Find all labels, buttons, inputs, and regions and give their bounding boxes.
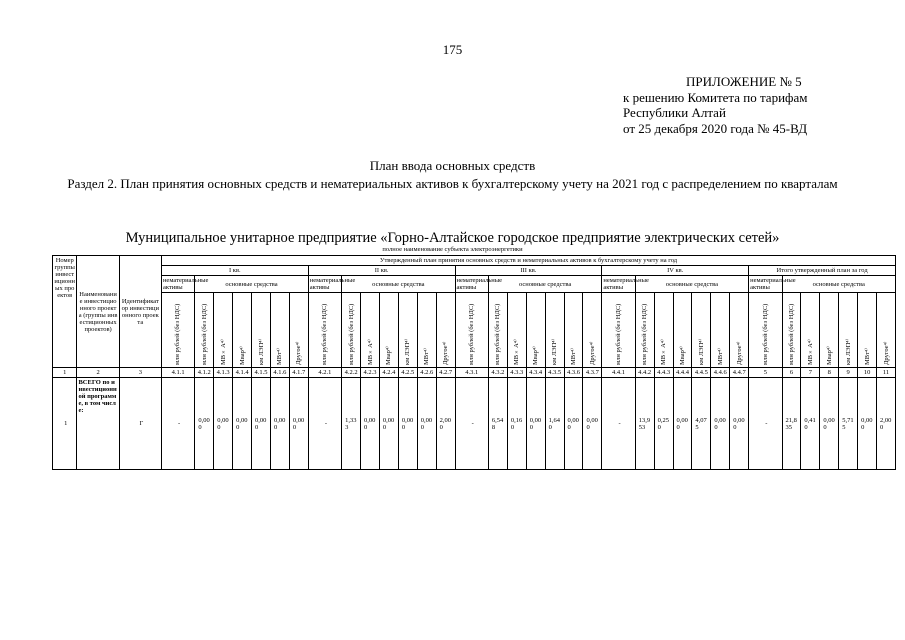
- table-cell: 0,000: [858, 378, 877, 470]
- table-cell: 13,953: [635, 378, 654, 470]
- col-header-total: Итого утвержденный план за год: [749, 266, 896, 276]
- table-cell: 1,640: [545, 378, 564, 470]
- column-number-cell: 4.3.7: [583, 368, 602, 378]
- table-cell: 2,000: [877, 378, 896, 470]
- table-cell: 2,000: [436, 378, 455, 470]
- column-number-cell: 4.3.5: [545, 368, 564, 378]
- col-header-unit: Мвар⁴⁾: [379, 293, 398, 368]
- col-header-q2: II кв.: [308, 266, 455, 276]
- table-cell: 0,000: [673, 378, 692, 470]
- table-cell: 0,000: [820, 378, 839, 470]
- row-name-cell: ВСЕГО по инвестиционной программе, в том числе:: [77, 378, 119, 470]
- col-header-os: основные средства: [488, 276, 601, 293]
- col-header-unit: Другое⁴⁾: [436, 293, 455, 368]
- table-cell: 0,000: [289, 378, 308, 470]
- col-header-unit: млн рублей (без НДС): [342, 293, 361, 368]
- col-header-unit: МВт⁴⁾: [564, 293, 583, 368]
- col-header-unit: МВт⁴⁾: [711, 293, 730, 368]
- table-cell: 0,000: [361, 378, 380, 470]
- organization-name: Муниципальное унитарное предприятие «Горно-Алтайское городское предприятие электрических сетей»: [125, 230, 780, 246]
- column-number-cell: 4.2.1: [308, 368, 341, 378]
- col-header-unit-rub-nma: млн рублей (без НДС): [602, 293, 635, 368]
- table-cell: Г: [119, 378, 161, 470]
- table-cell: 0,160: [507, 378, 526, 470]
- table-cell: 0,000: [417, 378, 436, 470]
- column-number-cell: 4.2.5: [398, 368, 417, 378]
- table-cell: 0,000: [379, 378, 398, 470]
- column-number-cell: 4.4.3: [654, 368, 673, 378]
- column-number-cell: 5: [749, 368, 782, 378]
- column-number-cell: 4.2.6: [417, 368, 436, 378]
- table-cell: 21,835: [782, 378, 801, 470]
- col-header-unit: Мвар⁴⁾: [233, 293, 252, 368]
- annex-line-2: к решению Комитета по тарифам: [623, 89, 808, 105]
- column-number-cell: 4.1.3: [214, 368, 233, 378]
- table-cell: 0,000: [195, 378, 214, 470]
- column-number-cell: 4.3.6: [564, 368, 583, 378]
- column-number-cell: 8: [820, 368, 839, 378]
- col-header-unit: млн рублей (без НДС): [488, 293, 507, 368]
- table-cell: 0,000: [398, 378, 417, 470]
- table-cell: 0,000: [564, 378, 583, 470]
- column-number-cell: 4.1.7: [289, 368, 308, 378]
- column-number-cell: 4.2.2: [342, 368, 361, 378]
- column-number-cell: 4.1.5: [252, 368, 271, 378]
- col-header-q1: I кв.: [161, 266, 308, 276]
- col-header-os: основные средства: [635, 276, 748, 293]
- table-cell: 5,715: [839, 378, 858, 470]
- column-number-cell: 4.4.4: [673, 368, 692, 378]
- col-header-q3: III кв.: [455, 266, 602, 276]
- col-header-q4: IV кв.: [602, 266, 749, 276]
- col-header-main: Утвержденный план принятия основных средств и нематериальных активов к бухгалтерскому учету на год: [161, 256, 895, 266]
- col-header-os: основные средства: [195, 276, 308, 293]
- col-header-unit-rub-nma: млн рублей (без НДС): [455, 293, 488, 368]
- column-number-cell: 4.4.5: [692, 368, 711, 378]
- table-cell: 0,000: [270, 378, 289, 470]
- col-header-unit: МВ×А⁴⁾: [654, 293, 673, 368]
- table-cell: 0,000: [526, 378, 545, 470]
- col-header-unit: км ЛЭП⁴⁾: [692, 293, 711, 368]
- col-header-unit: МВ×А⁴⁾: [801, 293, 820, 368]
- column-number-cell: 7: [801, 368, 820, 378]
- col-header-nma: нематериальные активы: [603, 277, 649, 291]
- table-cell: -: [308, 378, 341, 470]
- column-number-cell: 4.4.6: [711, 368, 730, 378]
- column-number-cell: 10: [858, 368, 877, 378]
- table-cell: 6,548: [488, 378, 507, 470]
- col-header-unit: Мвар⁴⁾: [526, 293, 545, 368]
- column-number-cell: 4.1.6: [270, 368, 289, 378]
- col-header-unit: Другое⁴⁾: [289, 293, 308, 368]
- table-row: [53, 378, 896, 470]
- col-header-unit: МВ×А⁴⁾: [507, 293, 526, 368]
- annex-line-3: Республики Алтай: [623, 105, 726, 120]
- column-number-cell: 9: [839, 368, 858, 378]
- col-header-nma: нематериальные активы: [750, 277, 796, 291]
- col-header-unit: млн рублей (без НДС): [195, 293, 214, 368]
- table-cell: 0,000: [730, 378, 749, 470]
- column-number-cell: 2: [77, 368, 119, 378]
- col-header-id: Идентификатор инвестиционного проекта: [119, 256, 161, 368]
- organization-note: полное наименование субъекта электроэнергетики: [382, 246, 523, 253]
- column-number-cell: 4.2.7: [436, 368, 455, 378]
- column-number-cell: 3: [119, 368, 161, 378]
- header-row-1: [53, 256, 896, 266]
- column-number-cell: 4.1.1: [161, 368, 194, 378]
- table-cell: 0,000: [233, 378, 252, 470]
- table-cell: 0,410: [801, 378, 820, 470]
- column-number-cell: 4.3.2: [488, 368, 507, 378]
- col-header-os: основные средства: [782, 276, 896, 293]
- column-number-cell: 4.4.2: [635, 368, 654, 378]
- col-header-unit: км ЛЭП⁴⁾: [398, 293, 417, 368]
- col-header-unit: Другое⁴⁾: [730, 293, 749, 368]
- plan-table: [52, 255, 896, 470]
- table-cell: 0,000: [583, 378, 602, 470]
- table-cell: -: [161, 378, 194, 470]
- col-header-unit: Другое⁴⁾: [877, 293, 896, 368]
- col-header-unit: км ЛЭП⁴⁾: [545, 293, 564, 368]
- annex-line-1: ПРИЛОЖЕНИЕ № 5: [686, 74, 802, 89]
- col-header-unit-rub-nma: млн рублей (без НДС): [749, 293, 782, 368]
- col-header-unit: МВ×А⁴⁾: [361, 293, 380, 368]
- column-number-cell: 4.3.1: [455, 368, 488, 378]
- col-header-unit: млн рублей (без НДС): [782, 293, 801, 368]
- column-number-cell: 4.4.1: [602, 368, 635, 378]
- annex-block: [623, 74, 807, 136]
- col-header-unit: Другое⁴⁾: [583, 293, 602, 368]
- column-number-cell: 4.1.4: [233, 368, 252, 378]
- column-number-cell: 1: [53, 368, 77, 378]
- header-row-4: [53, 293, 896, 368]
- col-header-unit-rub-nma: млн рублей (без НДС): [308, 293, 341, 368]
- column-number-cell: 4.1.2: [195, 368, 214, 378]
- table-cell: -: [455, 378, 488, 470]
- column-number-cell: 6: [782, 368, 801, 378]
- table-cell: 0,000: [252, 378, 271, 470]
- col-header-unit: МВт⁴⁾: [858, 293, 877, 368]
- col-header-nma: нематериальные активы: [162, 277, 209, 291]
- plan-title: План ввода основных средств: [369, 158, 536, 173]
- col-header-os: основные средства: [342, 276, 455, 293]
- col-header-nma: нематериальные активы: [309, 277, 356, 291]
- col-header-unit: млн рублей (без НДС): [635, 293, 654, 368]
- column-number-cell: 4.4.7: [730, 368, 749, 378]
- table-cell: -: [749, 378, 782, 470]
- col-header-unit: км ЛЭП⁴⁾: [252, 293, 271, 368]
- table-cell: 0,000: [214, 378, 233, 470]
- column-number-cell: 4.2.3: [361, 368, 380, 378]
- header-row-2: [53, 266, 896, 276]
- col-header-nma: нематериальные активы: [456, 277, 503, 291]
- column-number-cell: 11: [877, 368, 896, 378]
- section-title: Раздел 2. План принятия основных средств и нематериальных активов к бухгалтерскому учету на 2021 год с распределением по кварталам: [67, 176, 838, 191]
- column-number-cell: 4.3.3: [507, 368, 526, 378]
- table-cell: 1,333: [342, 378, 361, 470]
- page-number: 175: [442, 42, 463, 57]
- col-header-unit-rub-nma: млн рублей (без НДС): [161, 293, 194, 368]
- number-row: [53, 368, 896, 378]
- col-header-no: Номер группы инвестиционных проектов: [53, 256, 77, 368]
- table-cell: 4,075: [692, 378, 711, 470]
- col-header-unit: Мвар⁴⁾: [820, 293, 839, 368]
- col-header-unit: Мвар⁴⁾: [673, 293, 692, 368]
- col-header-name: Наименование инвестиционного проекта (группы инвестиционных проектов): [77, 256, 119, 368]
- col-header-unit: МВт⁴⁾: [270, 293, 289, 368]
- column-number-cell: 4.2.4: [379, 368, 398, 378]
- header-row-3: [53, 276, 896, 293]
- table-cell: 0,250: [654, 378, 673, 470]
- table-cell: 1: [53, 378, 77, 470]
- col-header-unit: МВт⁴⁾: [417, 293, 436, 368]
- col-header-unit: МВ×А⁴⁾: [214, 293, 233, 368]
- col-header-unit: км ЛЭП⁴⁾: [839, 293, 858, 368]
- table-cell: -: [602, 378, 635, 470]
- table-cell: 0,000: [711, 378, 730, 470]
- column-number-cell: 4.3.4: [526, 368, 545, 378]
- annex-line-4: от 25 декабря 2020 года № 45-ВД: [623, 120, 808, 136]
